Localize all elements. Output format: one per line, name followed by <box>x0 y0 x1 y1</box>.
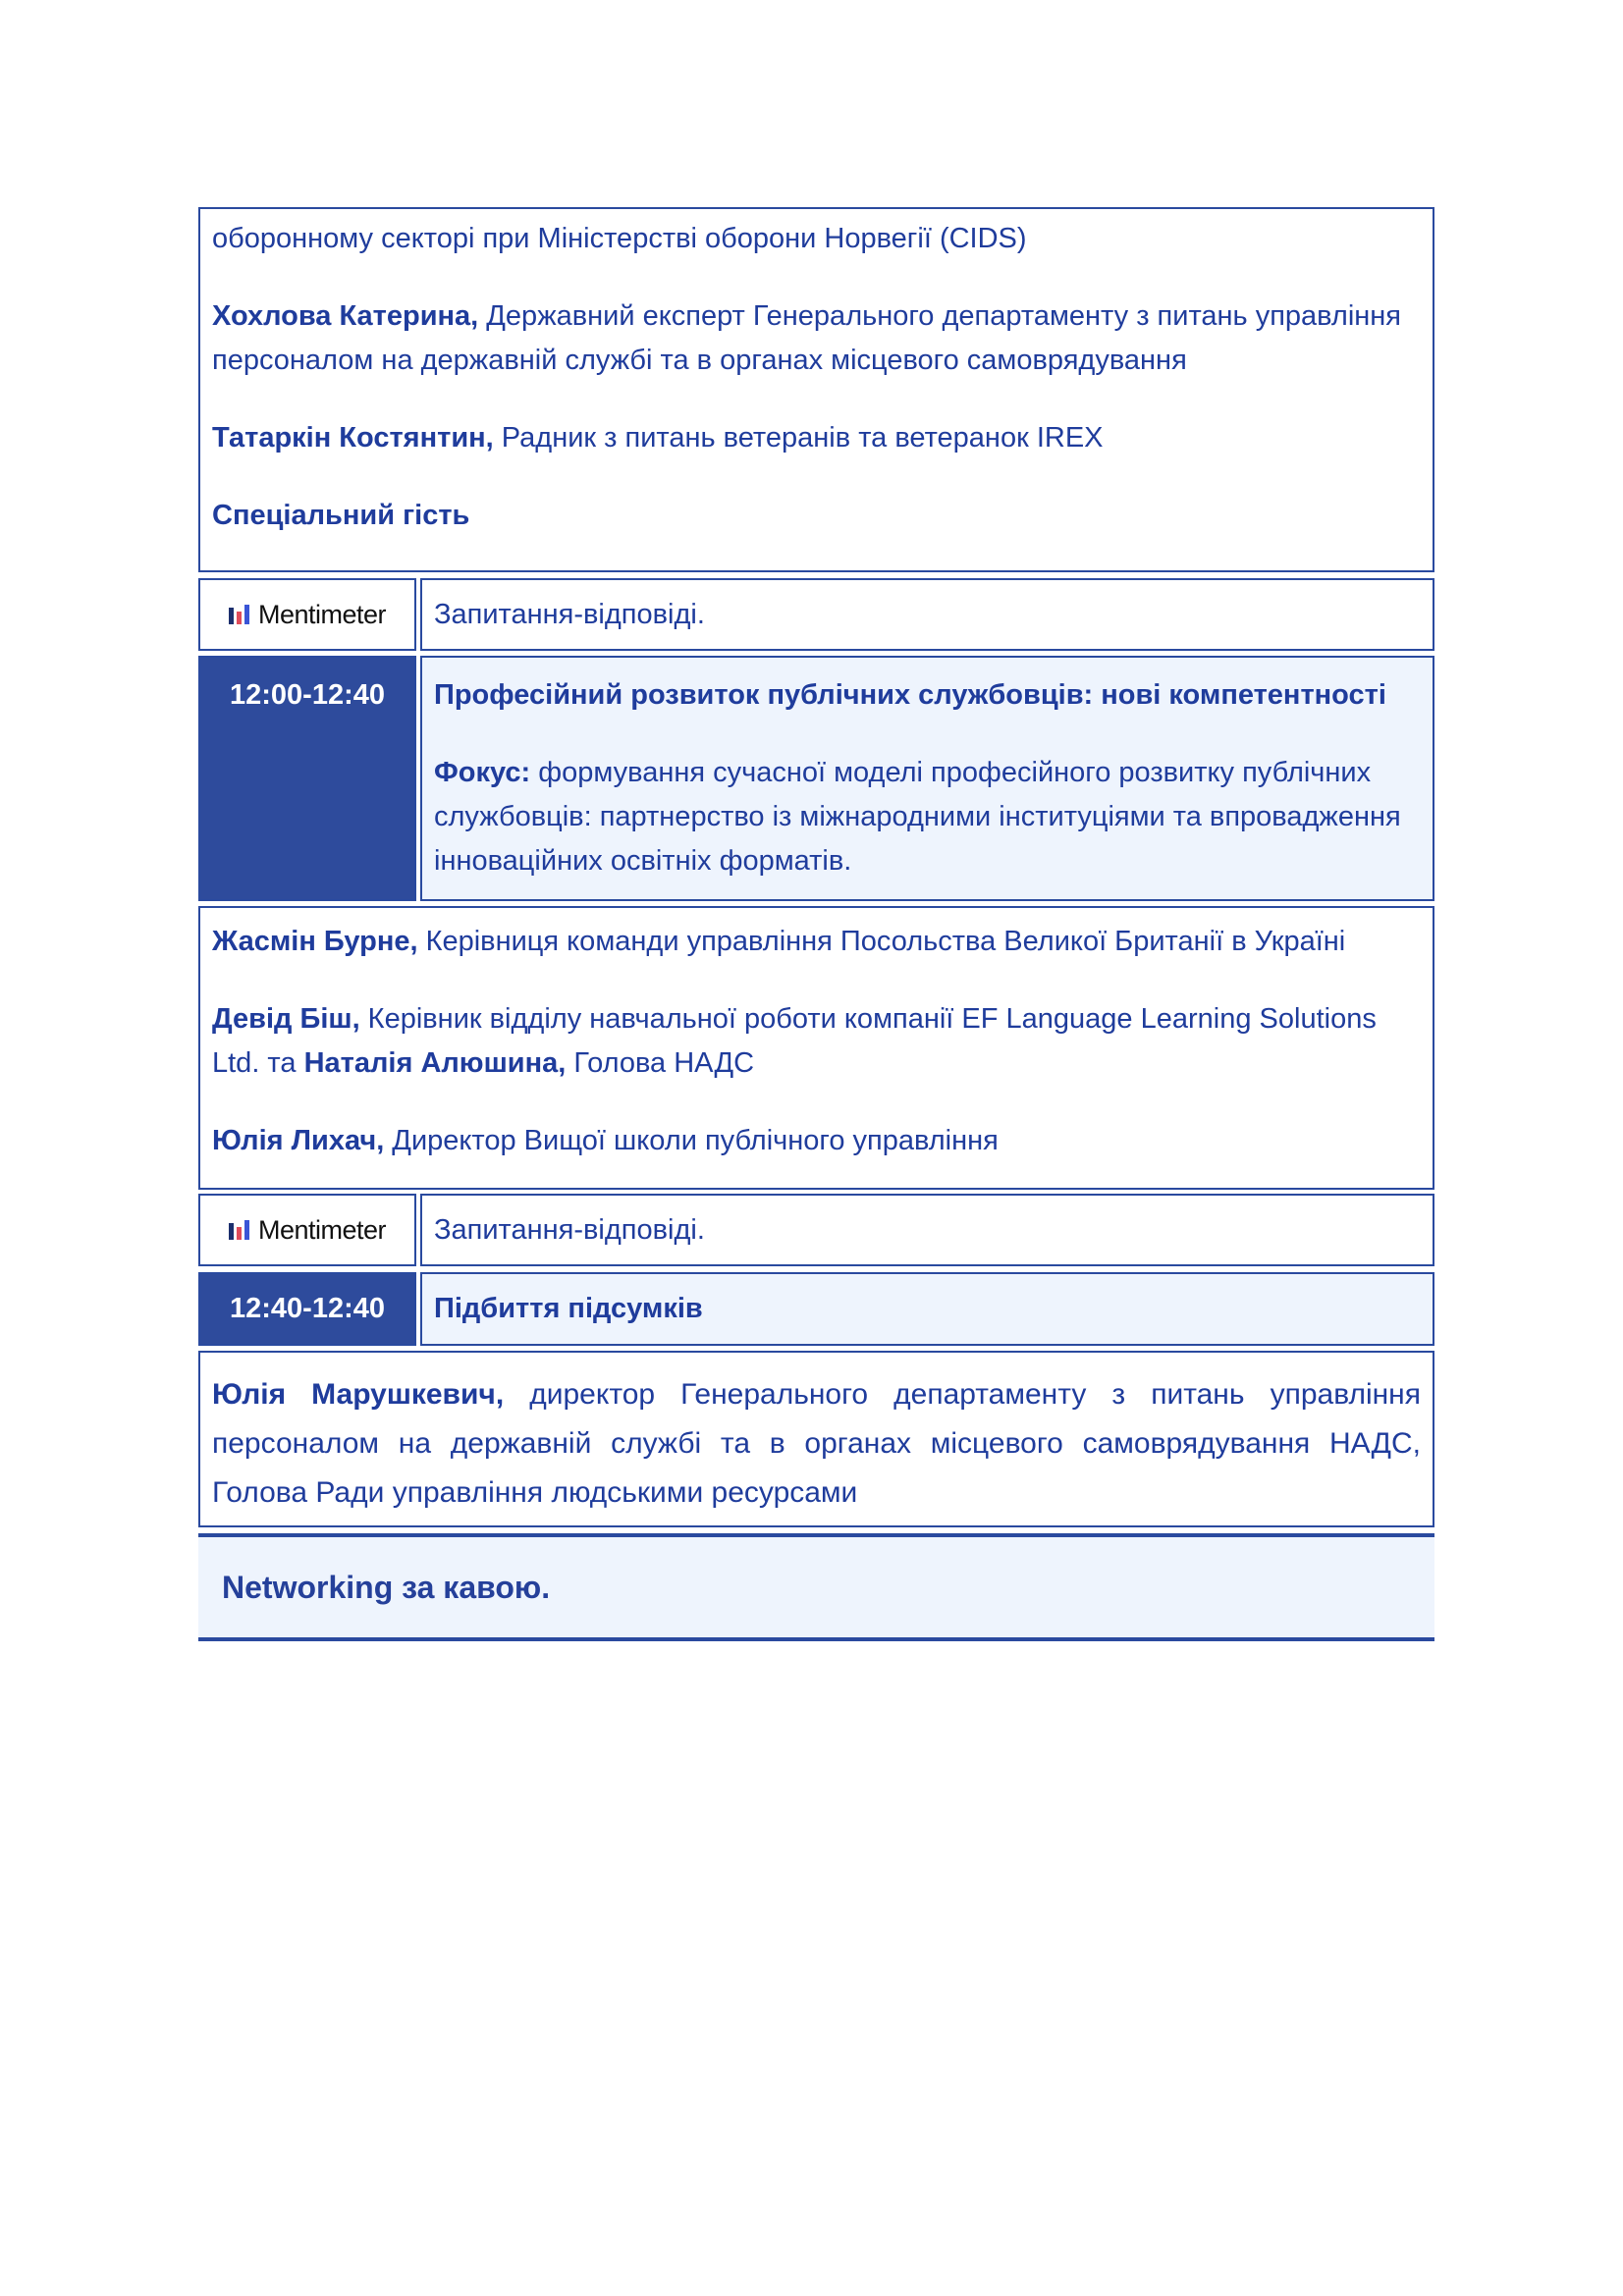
speaker-name: Девід Біш, <box>212 1003 360 1035</box>
special-guest: Спеціальний гість <box>212 500 470 531</box>
session-time: 12:40-12:40 <box>198 1272 416 1346</box>
mentimeter-logo-icon <box>229 1220 250 1240</box>
session-focus <box>434 751 1421 883</box>
mentimeter-logo <box>229 600 386 630</box>
speaker-role: Директор Вищої школи публічного управління <box>384 1125 999 1156</box>
speaker-name: Юлія Лихач, <box>212 1125 385 1156</box>
mentimeter-wordmark: Mentimeter <box>257 1214 387 1245</box>
speaker-name: Наталія Алюшина, <box>303 1047 567 1079</box>
speakers-block-2 <box>198 906 1434 1190</box>
speaker-entry <box>212 1119 1421 1163</box>
speaker-role: Голова НАДС <box>566 1047 755 1079</box>
focus-label: Фокус: <box>434 757 531 788</box>
speaker-role: директор Генерального департаменту з питань управління персоналом на державній службі та в органах місцевого самоврядування НАДС, Голова Ради управління людськими ресурсами <box>212 1378 1421 1509</box>
mentimeter-logo-cell <box>198 578 416 651</box>
session-topic <box>420 1272 1434 1346</box>
qa-cell: Запитання-відповіді. <box>420 578 1434 651</box>
qa-cell: Запитання-відповіді. <box>420 1194 1434 1266</box>
speaker-role: Керівниця команди управління Посольства Великої Британії в Україні <box>417 926 1346 957</box>
speaker-name: Хохлова Катерина, <box>212 300 479 332</box>
speaker-entry <box>212 920 1421 964</box>
speaker-entry <box>212 1370 1421 1518</box>
speaker-role: Керівник відділу навчальної роботи компанії EF Language Learning Solutions Ltd. та <box>212 1003 1377 1079</box>
mentimeter-logo <box>229 1215 386 1246</box>
speaker-entry <box>212 997 1421 1086</box>
speaker-entry <box>212 416 1421 460</box>
focus-text: формування сучасної моделі професійного розвитку публічних службовців: партнерство із міжнародними інституціями та впровадження інноваційних освітніх форматів. <box>434 757 1401 877</box>
networking-banner: Networking за кавою. <box>198 1533 1434 1641</box>
mentimeter-wordmark: Mentimeter <box>257 599 387 629</box>
session-topic <box>420 656 1434 901</box>
speakers-block-1 <box>198 207 1434 572</box>
mentimeter-logo-cell <box>198 1194 416 1266</box>
session-time: 12:00-12:40 <box>198 656 416 901</box>
session-title: Професійний розвиток публічних службовців: нові компетентності <box>434 679 1386 711</box>
speakers-block-3 <box>198 1351 1434 1527</box>
speaker-entry <box>212 294 1421 383</box>
speaker-name: Жасмін Бурне, <box>212 926 418 957</box>
mentimeter-logo-icon <box>229 605 250 624</box>
speaker-continuation: оборонному секторі при Міністерстві оборони Норвегії (CIDS) <box>212 223 1027 254</box>
session-title: Підбиття підсумків <box>434 1293 703 1324</box>
speaker-name: Юлія Марушкевич, <box>212 1378 505 1411</box>
speaker-role: Радник з питань ветеранів та ветеранок IREX <box>493 422 1104 454</box>
speaker-role: Державний експерт Генерального департаменту з питань управління персоналом на державній службі та в органах місцевого самоврядування <box>212 300 1402 376</box>
speaker-name: Татаркін Костянтин, <box>212 422 494 454</box>
